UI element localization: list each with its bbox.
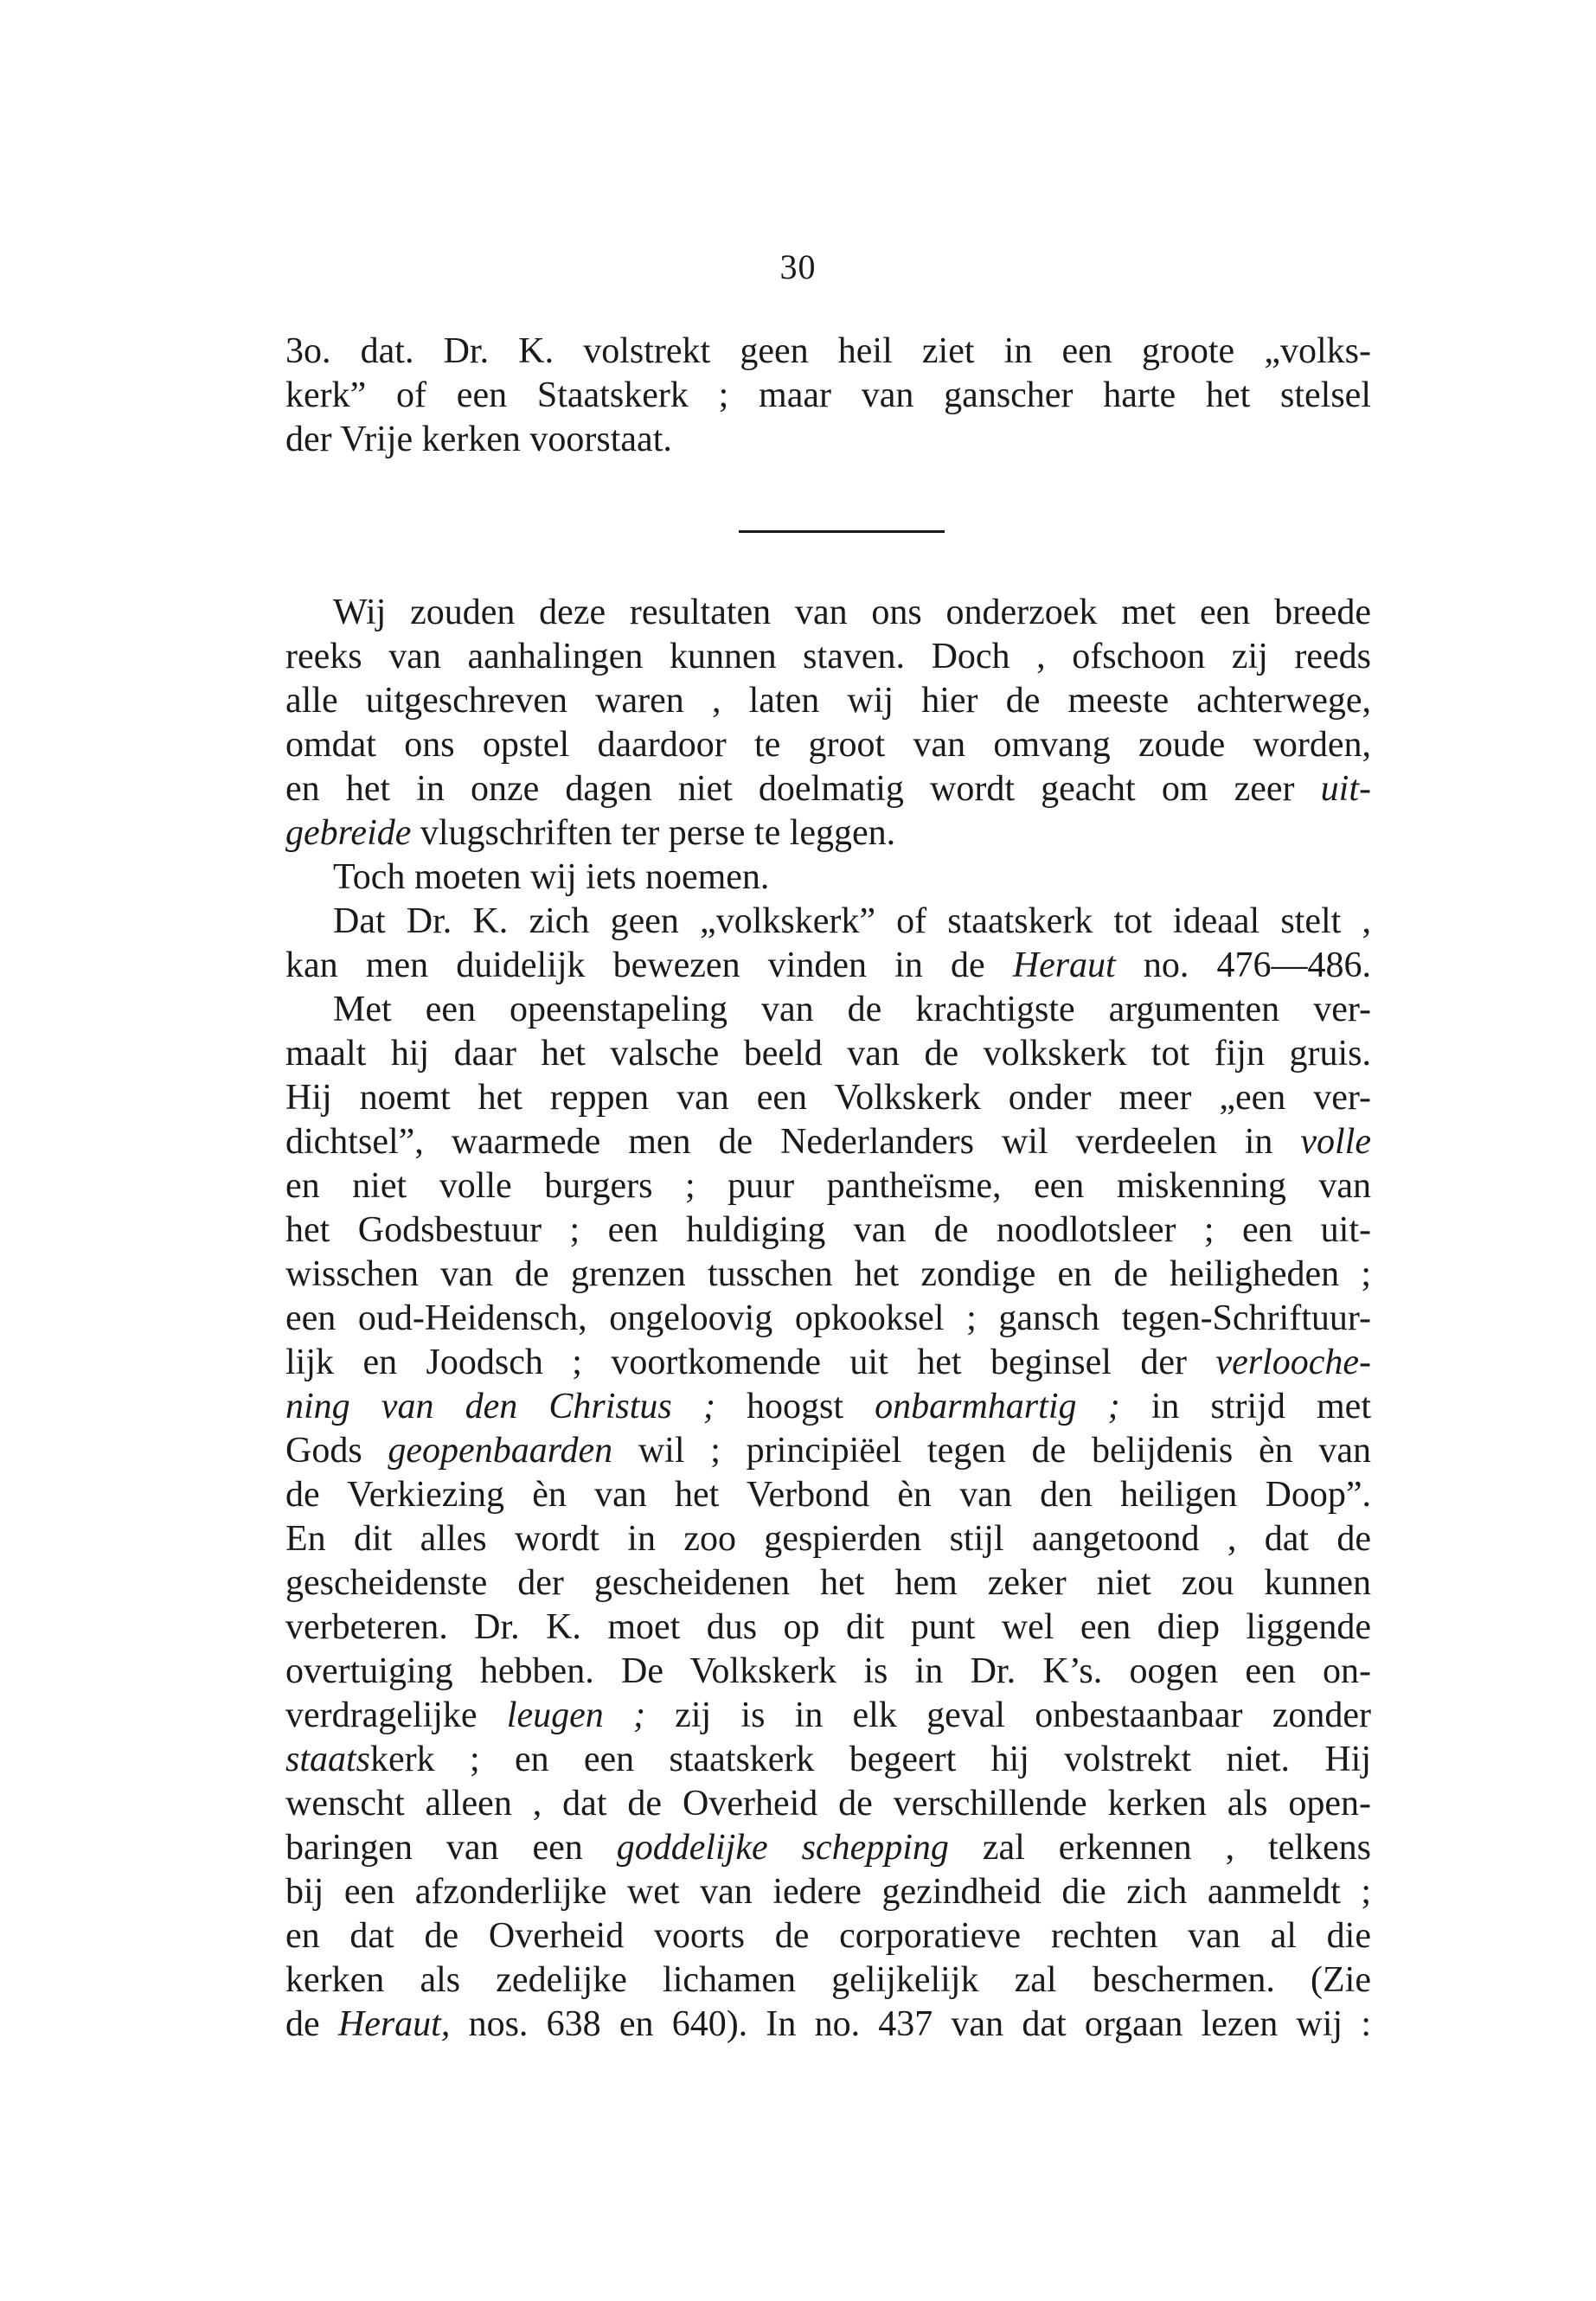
text-line (285, 1429, 1371, 1473)
body-text (285, 591, 1371, 2047)
italic-run: leugen ; (506, 1695, 645, 1735)
text-line (285, 1385, 1371, 1429)
text-line (285, 1826, 1371, 1870)
text-line (285, 2003, 1371, 2047)
text-run: vlugschriften ter perse te leggen. (411, 813, 896, 853)
text-run: Gods (285, 1431, 388, 1471)
text-run: zal erkennen , telkens (948, 1828, 1371, 1868)
page-number: 30 (779, 247, 817, 286)
text-line: verbeteren. Dr. K. moet dus op dit punt wel een diep liggende (285, 1607, 1371, 1647)
text-run: zij is in elk geval onbestaanbaar zonder (644, 1695, 1371, 1735)
italic-run: uit- (1320, 769, 1371, 809)
text-line (285, 1341, 1371, 1385)
italic-run: onbarmhartig ; (875, 1387, 1120, 1426)
italic-run: staats (285, 1740, 371, 1779)
text-line: het Godsbestuur ; een huldiging van de noodlotsleer ; een uit- (285, 1210, 1371, 1250)
text-line: Wij zouden deze resultaten van ons onderzoek met een breede (333, 593, 1371, 632)
text-line: gescheidenste der gescheidenen het hem zeker niet zou kunnen (285, 1563, 1371, 1603)
italic-run: Heraut, (337, 2004, 451, 2044)
text-run: kan men duidelijk bewezen vinden in de (285, 945, 1013, 985)
italic-run: ning van den Christus ; (285, 1387, 715, 1426)
italic-run: geopenbaarden (388, 1431, 613, 1471)
text-line: wisschen van de grenzen tusschen het zondige en de heiligheden ; (285, 1254, 1371, 1294)
text-line: En dit alles wordt in zoo gespierden stijl aangetoond , dat de (285, 1519, 1371, 1559)
text-line: omdat ons opstel daardoor te groot van omvang zoude worden, (285, 725, 1371, 765)
text-line (285, 1120, 1371, 1164)
text-line: en dat de Overheid voorts de corporatieve rechten van al die (285, 1916, 1371, 1956)
text-line: en niet volle burgers ; puur pantheïsme, een miskenning van (285, 1166, 1371, 1206)
text-line (285, 811, 1371, 856)
italic-run: goddelijke schepping (616, 1828, 949, 1868)
text-line: Hij noemt het reppen van een Volkskerk onder meer „een ver- (285, 1078, 1371, 1118)
text-run: wil ; principiëel tegen de belijdenis èn van (612, 1431, 1371, 1471)
text-line: maalt hij daar het valsche beeld van de volkskerk tot fijn gruis. (285, 1034, 1371, 1074)
text-run: verdragelijke (285, 1695, 507, 1735)
text-line: Met een opeenstapeling van de krachtigste argumenten ver- (333, 990, 1371, 1029)
text-line: Dat Dr. K. zich geen „volkskerk” of staatskerk tot ideaal stelt , (333, 901, 1371, 941)
text-run: baringen van een (285, 1828, 617, 1868)
text-run: de (285, 2004, 338, 2044)
text-line: der Vrije kerken voorstaat. (285, 420, 672, 459)
text-line: kerken als zedelijke lichamen gelijkelijk zal beschermen. (Zie (285, 1960, 1371, 2000)
text-line: een oud-Heidensch, ongeloovig opkooksel ; gansch tegen-Schriftuur- (285, 1298, 1371, 1338)
text-run: en het in onze dagen niet doelmatig wordt geacht om zeer (285, 769, 1321, 809)
text-line: wenscht alleen , dat de Overheid de verschillende kerken als open- (285, 1784, 1371, 1823)
text-line: alle uitgeschreven waren , laten wij hier de meeste achterwege, (285, 681, 1371, 721)
text-line: 3o. dat. Dr. K. volstrekt geen heil ziet in een groote „volks- (285, 331, 1371, 371)
text-run: lijk en Joodsch ; voortkomende uit het beginsel der (285, 1343, 1216, 1382)
text-line: de Verkiezing èn van het Verbond èn van den heiligen Doop”. (285, 1475, 1371, 1515)
text-run: kerk ; en een staatskerk begeert hij volstrekt niet. Hij (370, 1740, 1371, 1779)
text-line: Toch moeten wij iets noemen. (333, 857, 770, 897)
text-line: bij een afzonderlijke wet van iedere gezindheid die zich aanmeldt ; (285, 1872, 1371, 1912)
text-line (285, 944, 1371, 988)
text-run: nos. 638 en 640). In no. 437 van dat orgaan lezen wij : (450, 2004, 1371, 2044)
text-run: hoogst (715, 1387, 875, 1426)
italic-run: Heraut (1012, 945, 1116, 985)
text-run: no. 476—486. (1115, 945, 1372, 985)
text-run: dichtsel”, waarmede men de Nederlanders wil verdeelen in (285, 1122, 1301, 1162)
text-line (285, 1694, 1371, 1738)
italic-run: verlooche- (1215, 1343, 1371, 1382)
text-line (285, 1738, 1371, 1782)
text-line (285, 767, 1371, 811)
italic-run: gebreide (285, 813, 412, 853)
text-line: reeks van aanhalingen kunnen staven. Doch , ofschoon zij reeds (285, 637, 1371, 676)
italic-run: volle (1300, 1122, 1371, 1162)
text-line: kerk” of een Staatskerk ; maar van ganscher harte het stelsel (285, 375, 1371, 415)
text-line: overtuiging hebben. De Volkskerk is in Dr. K’s. oogen een on- (285, 1651, 1371, 1691)
numbered-conclusion-paragraph (285, 330, 1371, 462)
section-separator-rule (739, 530, 945, 533)
text-run: in strijd met (1119, 1387, 1371, 1426)
